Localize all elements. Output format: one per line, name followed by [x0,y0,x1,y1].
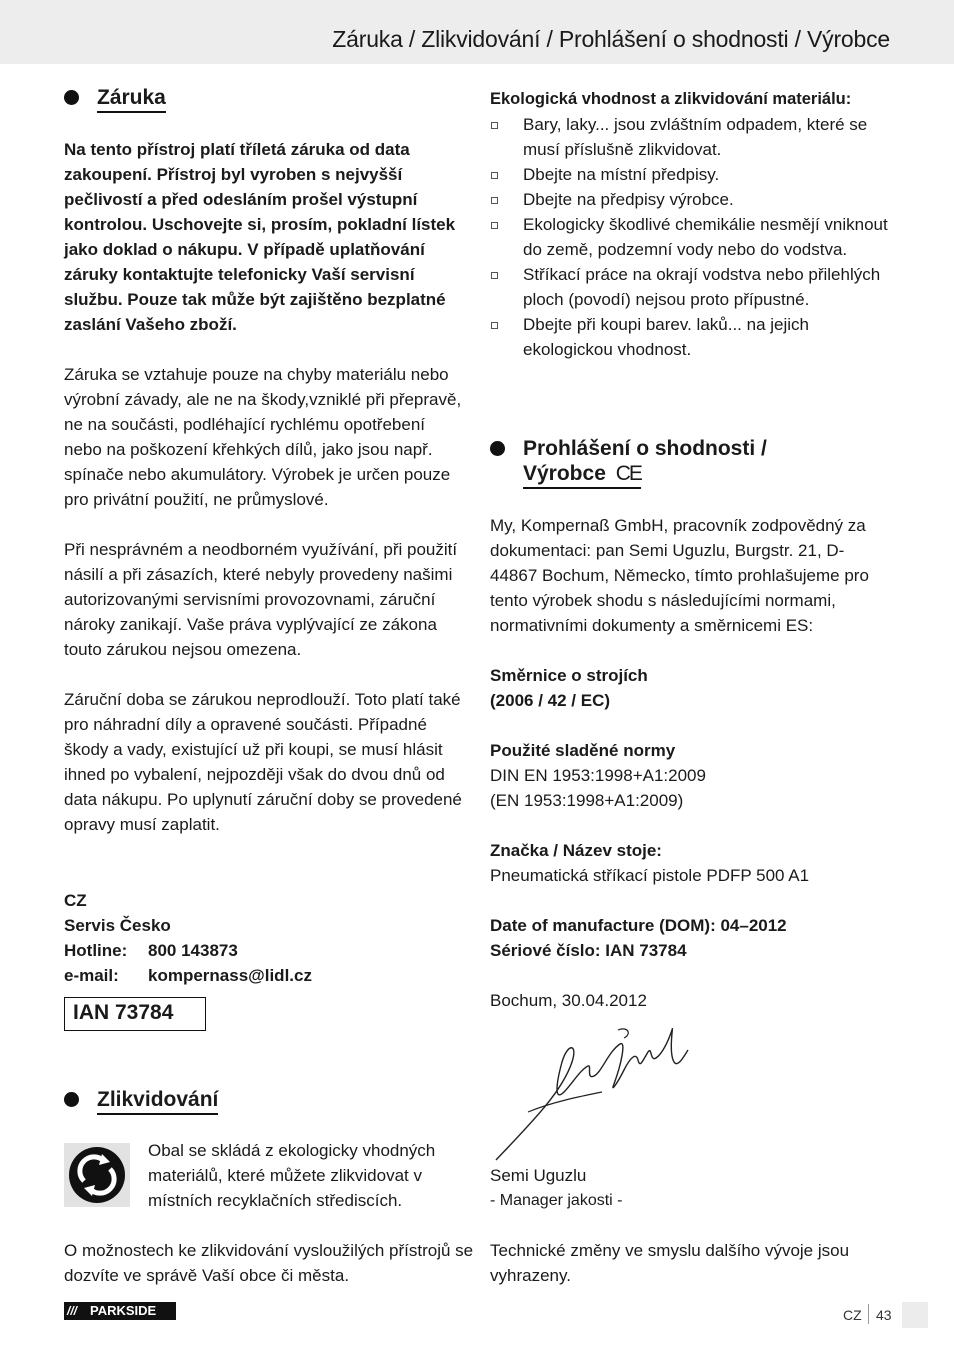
norm-1: DIN EN 1953:1998+A1:2009 [490,766,706,785]
email-value: kompernass@lidl.cz [148,966,312,985]
eco-section [490,87,890,362]
bullet-icon [64,1092,79,1107]
warranty-intro: Na tento přístroj platí tříletá záruka od data zakoupení. Přístroj byl vyroben s nejvyšší pečlivostí a před odesláním prošel výstupní kontrolou. Uschovejte si, prosím, pokladní lístek jako doklad o nákupu. V případě uplatňování záruky kontaktujte telefonicky Vaší servisní službu. Pouze tak může být zajištěno bezplatné zaslání Vašeho zboží. [64,140,456,334]
list-item: Dbejte na předpisy výrobce. [490,187,890,212]
hotline-value: 800 143873 [148,941,238,960]
directive-title: Směrnice o strojích [490,666,648,685]
declaration-section [490,513,890,1013]
page-number: 43 [876,1307,892,1323]
eco-list [490,112,890,362]
footer-tab [902,1302,928,1328]
norms-heading: Použité sladěné normy [490,741,676,760]
eco-heading: Ekologická vhodnost a zlikvidování materiálu: [490,90,852,108]
declaration-intro: My, Kompernaß GmbH, pracovník zodpovědný za dokumentaci: pan Semi Uguzlu, Burgstr. 21, D-44867 Bochum, Německo, tímto prohlašujeme pro tento výrobek shodu s následujícími normami, normativními dokumenty a směrnicemi ES: [490,516,869,635]
warranty-section [64,137,464,837]
disposal-packaging: Obal se skládá z ekologicky vhodných materiálů, které můžete zlikvidovat v místních recyklačních střediscích. [148,1141,436,1210]
list-item: Dbejte při koupi barev. laků... na jejich ekologickou vhodnost. [490,312,890,362]
directive-number: (2006 / 42 / EC) [490,691,611,710]
signature-icon [492,1022,692,1164]
brand-value: Pneumatická stříkací pistole PDFP 500 A1 [490,866,810,885]
date-of-manufacture: Date of manufacture (DOM): 04–2012 [490,916,787,935]
email-label: e-mail: [64,966,119,985]
signer-block [490,1163,890,1288]
list-item: Stříkací práce na okrají vodstva nebo přilehlých ploch (povodí) nejsou proto přípustné. [490,262,890,312]
hotline-label: Hotline: [64,941,128,960]
disposal-devices: O možnostech ke zlikvidování vysloužilých přístrojů se dozvíte ve správě Vaší obce či města. [64,1241,474,1285]
disposal-heading: Zlikvidování [64,1087,218,1115]
bullet-icon [64,90,79,105]
norm-2: (EN 1953:1998+A1:2009) [490,791,684,810]
brand-heading: Značka / Název stoje: [490,841,662,860]
list-item: Bary, laky... jsou zvláštním odpadem, které se musí příslušně zlikvidovat. [490,112,890,162]
warranty-heading: Záruka [64,85,166,113]
ian-box [64,997,206,1031]
ce-mark-icon: CE [615,462,641,485]
signer-name: Semi Uguzlu [490,1166,587,1185]
list-item: Dbejte na místní předpisy. [490,162,890,187]
declaration-heading: Prohlášení o shodnosti / Výrobce CE [490,436,767,489]
page-title: Záruka / Zlikvidování / Prohlášení o shodnosti / Výrobce [332,26,890,52]
warranty-paragraph-2: Při nesprávném a neodborném využívání, při použití násilí a při zásazích, které nebyly provedeny našimi autorizovanými servisními provozovnami, záruční nároky zanikají. Vaše práva vyplývající ze zákona touto zárukou nejsou omezena. [64,540,458,659]
warranty-paragraph-1: Záruka se vztahuje pouze na chyby materiálu nebo výrobní závady, ale ne na škody,vzniklé při přepravě, ne na součásti, podléhající rychlému opotřebení nebo na poškození křehkých dílů, jako jsou např. spínače nebo akumulátory. Výrobek je určen pouze pro privátní použití, ne průmyslové. [64,365,462,509]
place-date: Bochum, 30.04.2012 [490,991,647,1010]
footer-divider [868,1304,869,1324]
parkside-logo: /// PARKSIDE [64,1302,176,1320]
footer-language: CZ [843,1307,862,1323]
bullet-icon [490,441,505,456]
ian-number: IAN 73784 [73,1001,174,1024]
green-dot-recycle-icon [64,1143,130,1207]
list-item: Ekologicky škodlivé chemikálie nesmějí vniknout do země, podzemní vody nebo do vodstva. [490,212,890,262]
signer-role: - Manager jakosti - [490,1192,623,1209]
serial-number: Sériové číslo: IAN 73784 [490,941,687,960]
service-name: Servis Česko [64,916,171,935]
service-contact [64,888,464,988]
service-country: CZ [64,891,87,910]
technical-note: Technické změny ve smyslu dalšího vývoje jsou vyhrazeny. [490,1241,850,1285]
page-header [0,0,954,64]
warranty-paragraph-3: Záruční doba se zárukou neprodlouží. Toto platí také pro náhradní díly a opravené součásti. Případné škody a vady, existující už při koupi, se musí hlásit ihned po vybalení, nejpozději však do dvou dnů od data nákupu. Po uplynutí záruční doby se provedené opravy musí zaplatit. [64,690,462,834]
